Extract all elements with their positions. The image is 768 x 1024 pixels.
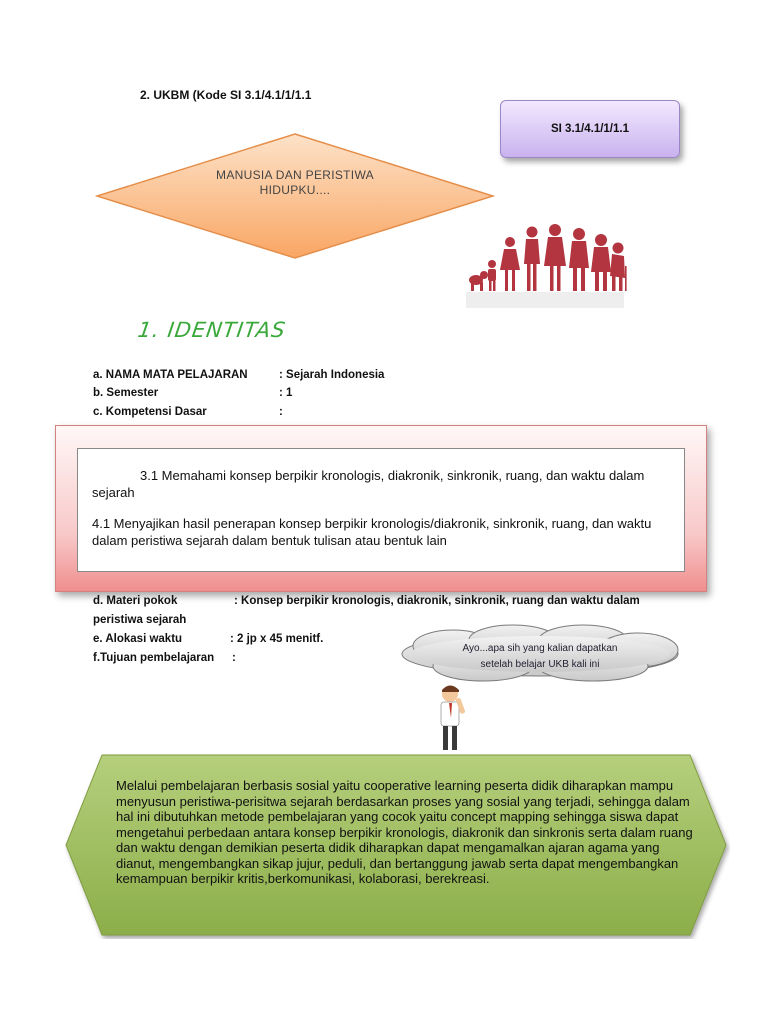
kd-3-1-text: 3.1 Memahami konsep berpikir kronologis, diakronik, sinkronik, ruang, dan waktu dalam sejarah [92, 468, 645, 500]
competency-value: : [279, 406, 283, 418]
semester-value: : 1 [279, 387, 293, 399]
alokasi-value: : 2 jp x 45 menitf. [230, 633, 324, 645]
thought-line-1: Ayo...apa sih yang kalian dapatkan [462, 643, 618, 654]
tujuan-value: : [232, 652, 236, 664]
semester-label: b. Semester [93, 387, 159, 399]
subject-value: : Sejarah Indonesia [279, 369, 385, 381]
objective-text: Melalui pembelajaran berbasis sosial yaitu cooperative learning peserta didik diharapkan mampu menyusun peristiwa-perisitwa sejarah berdasarkan proses yang sosial yang terjadi, sehingga dalam hal ini dibutuhkan metode pembelajaran yang cocok yaitu concept mapping sehingga siswa dapat mengetahui perbedaan antara konsep berpikir kronologis, diakronik dan sinkronis serta dalam ruang dan waktu dengan demikian peserta didik diharapkan dapat mengamalkan ajaran agama yang dianut, mengembangkan sikap jujur, peduli, dan bertanggung jawab serta dapat mengembangkan kemampuan berpikir kritis,berkomunikasi, kolaborasi, berekreasi. [116, 778, 693, 886]
materi-continuation: peristiwa sejarah [93, 614, 187, 626]
human-life-stages-illustration [462, 222, 628, 310]
thinking-person-illustration [432, 682, 472, 752]
materi-row [93, 595, 640, 607]
life-stage-silhouettes [469, 224, 627, 291]
subject-row [93, 369, 385, 381]
thought-line-2: setelah belajar UKB kali ini [480, 659, 600, 670]
subject-label: a. NAMA MATA PELAJARAN [93, 369, 248, 381]
identitas-heading: 1. IDENTITAS [136, 318, 288, 342]
kd-4-1-text: 4.1 Menyajikan hasil penerapan konsep berpikir kronologis/diakronik, sinkronik, ruang, dan waktu dalam peristiwa sejarah dalam bentuk tulisan atau bentuk lain [92, 516, 652, 548]
semester-row [93, 387, 293, 399]
materi-label: d. Materi pokok [93, 595, 178, 607]
alokasi-row [93, 633, 324, 645]
competency-row [93, 406, 283, 418]
materi-value: : Konsep berpikir kronologis, diakronik, sinkronik, ruang dan waktu dalam [234, 595, 640, 607]
code-badge-label: SI 3.1/4.1/1/1.1 [550, 123, 629, 135]
tujuan-row [93, 652, 236, 664]
competency-label: c. Kompetensi Dasar [93, 406, 207, 418]
tujuan-label: f.Tujuan pembelajaran [93, 652, 215, 664]
ukbm-title: 2. UKBM (Kode SI 3.1/4.1/1/1.1 [140, 88, 312, 102]
alokasi-label: e. Alokasi waktu [93, 633, 183, 645]
competency-box [77, 448, 685, 572]
diamond-title: MANUSIA DAN PERISTIWA HIDUPKU.... [216, 168, 374, 197]
thought-text [430, 641, 650, 673]
code-badge [500, 100, 680, 158]
